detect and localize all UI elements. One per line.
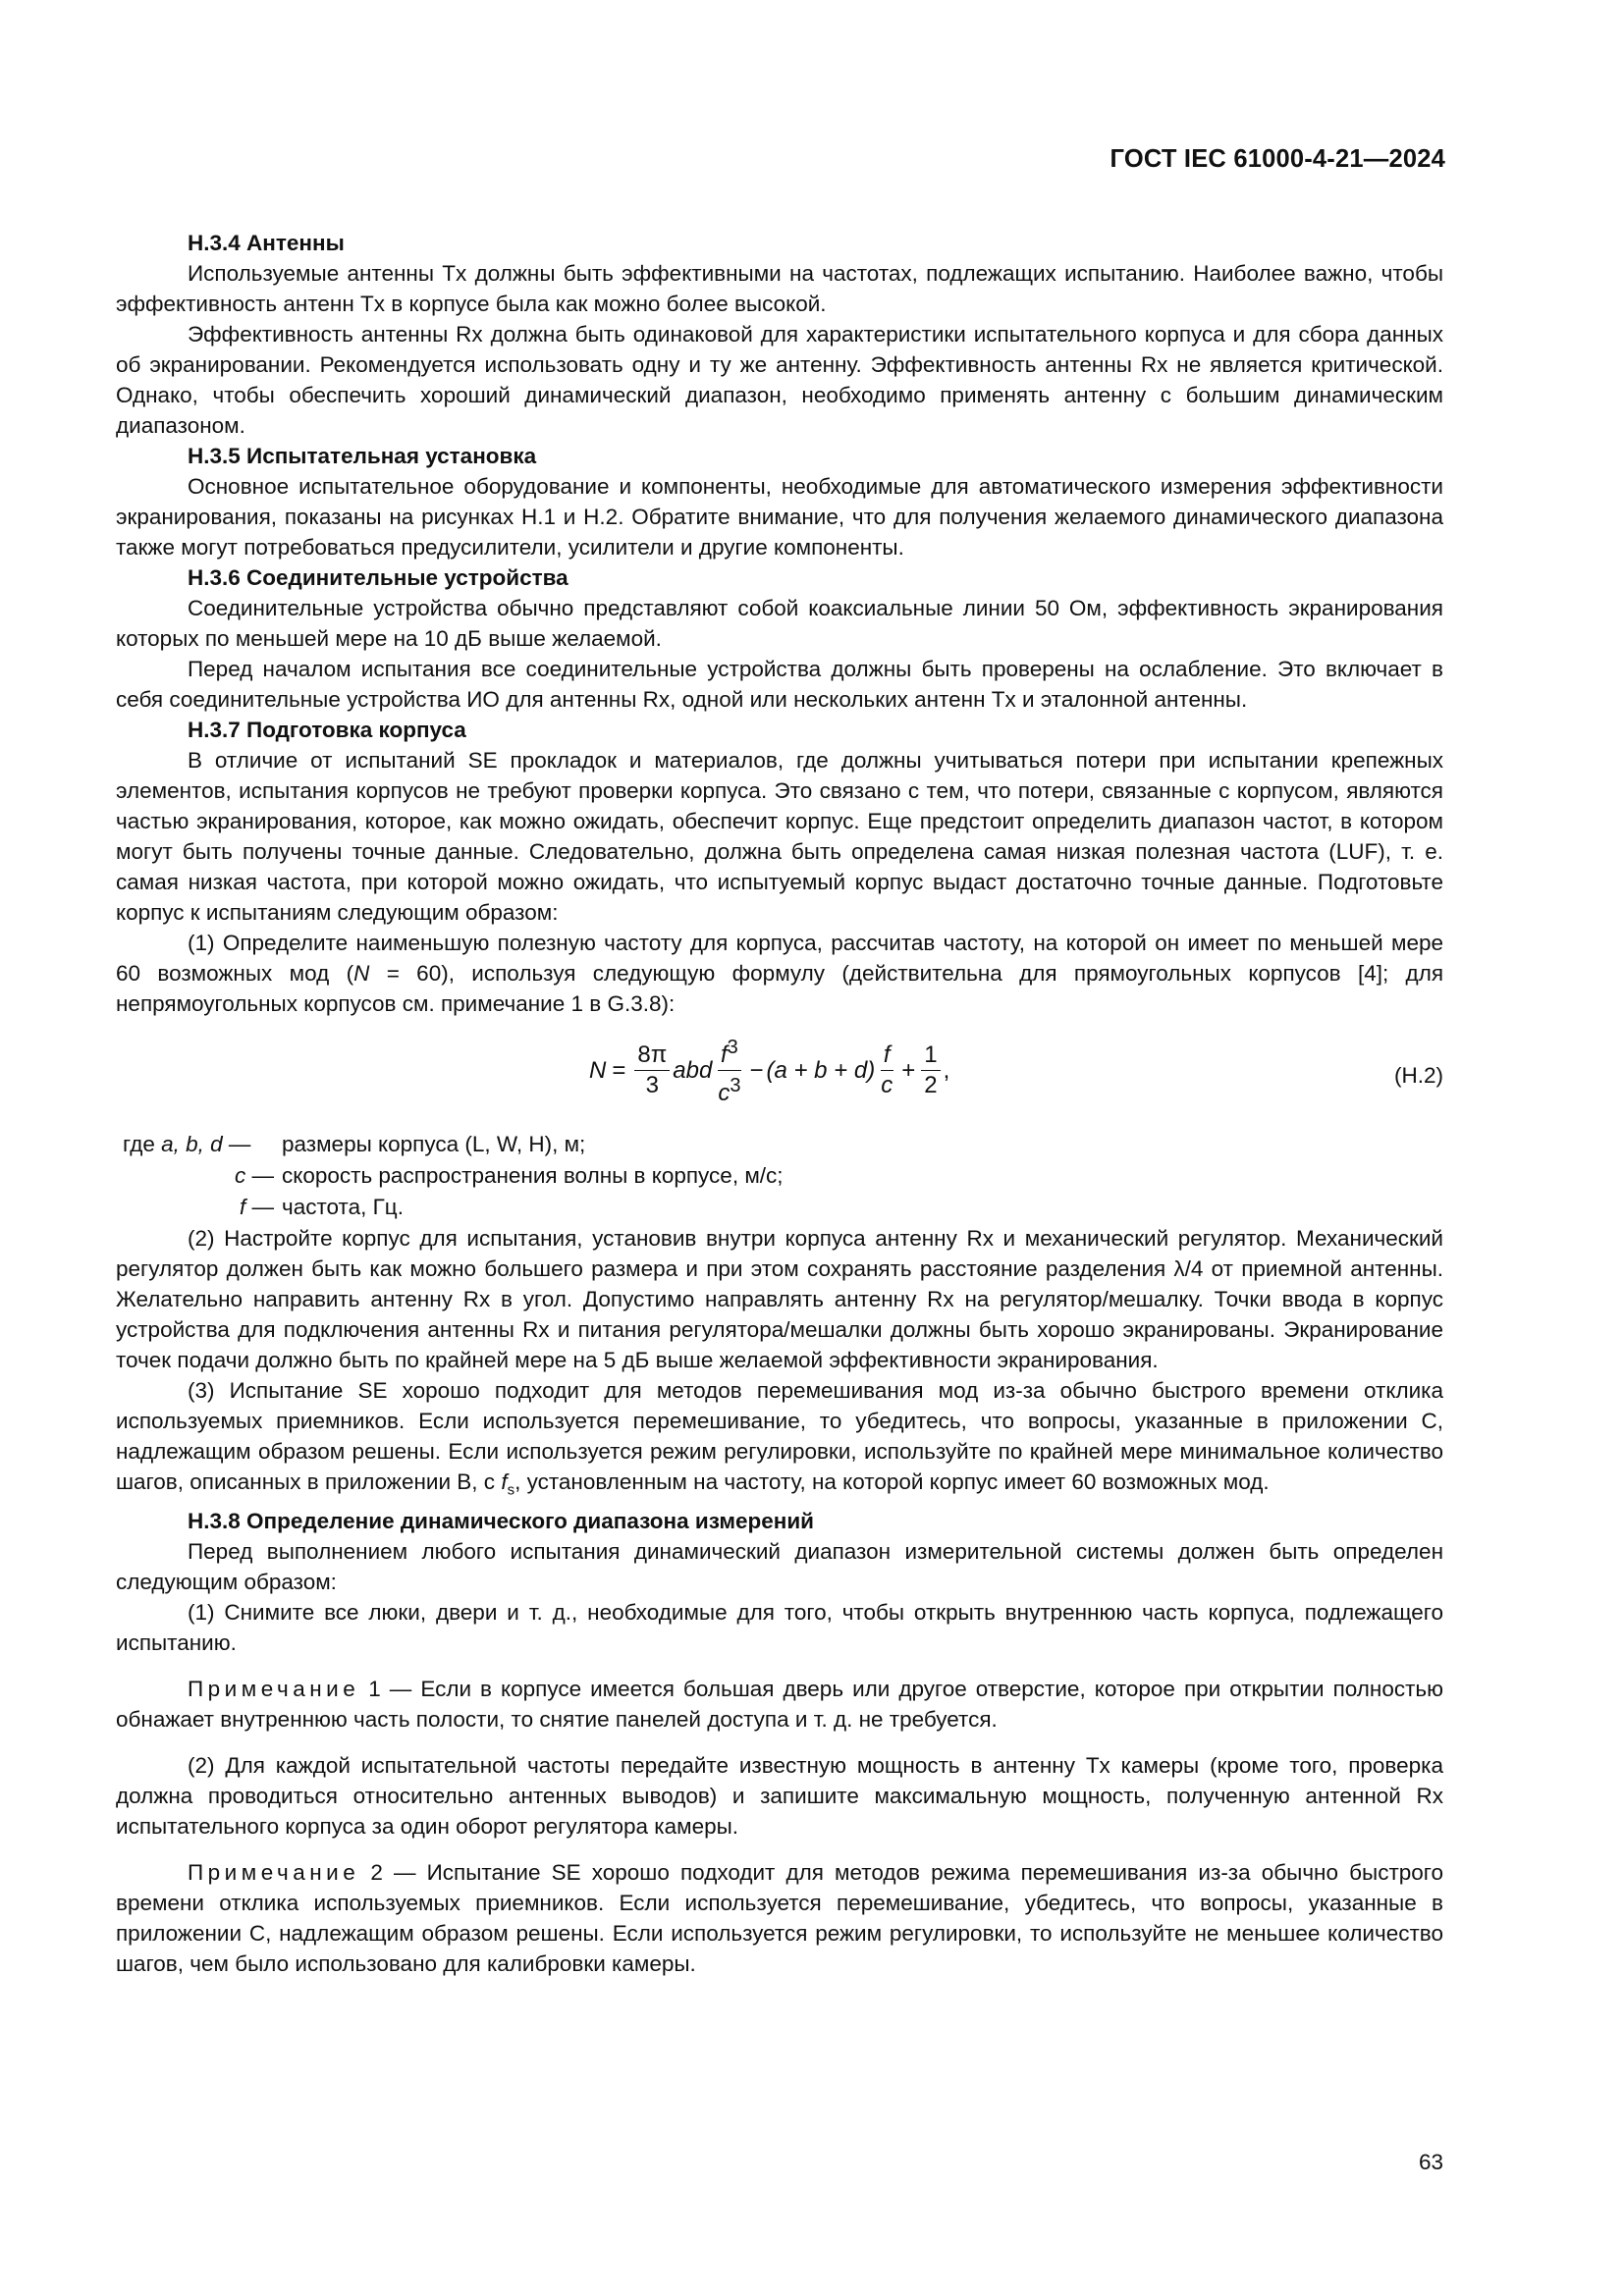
section-heading-h37: H.3.7 Подготовка корпуса	[188, 718, 466, 742]
frac-den: 2	[924, 1072, 938, 1098]
text-run: (3) Испытание SE хорошо подходит для методов перемешивания мод из-за обычно быстрого времени отклика используемых приемников. Если используется перемешивание, то убедитесь, что вопросы, указанные в приложении C, надлежащим образом решены. Если используется режим регулировки, используйте по крайней мере минимальное количество шагов, описанных в приложении B, с	[116, 1378, 1443, 1494]
paragraph: Используемые антенны Tx должны быть эффективными на частотах, подлежащих испытанию. Наиболее важно, чтобы эффективность антенн Tx в корпусе была как можно более высокой.	[116, 261, 1443, 316]
fraction-f-c	[878, 1041, 895, 1100]
frac-num: 1	[921, 1041, 940, 1071]
dash: —	[228, 1132, 251, 1156]
eq-equals: =	[612, 1057, 626, 1084]
section-heading-h36: H.3.6 Соединительные устройства	[188, 565, 568, 590]
frac-den	[715, 1071, 743, 1108]
eq-minus: −	[749, 1057, 764, 1084]
legend-symbol	[116, 1160, 282, 1192]
page-number: 63	[1418, 2150, 1443, 2174]
legend-desc: частота, Гц.	[282, 1195, 404, 1219]
note-2	[116, 1857, 1443, 1979]
frac-num: 8π	[634, 1041, 670, 1071]
eq-abd: abd	[673, 1057, 713, 1084]
legend-desc: размеры корпуса (L, W, H), м;	[282, 1132, 586, 1156]
legend-symbol	[116, 1192, 282, 1223]
paragraph: Перед выполнением любого испытания динамический диапазон измерительной системы должен быть определен следующим образом:	[116, 1538, 1443, 1594]
frac-num	[718, 1033, 741, 1071]
dash: —	[251, 1163, 274, 1188]
note-1	[116, 1674, 1443, 1735]
eq-lhs: N	[589, 1057, 607, 1084]
paragraph	[116, 1375, 1443, 1506]
legend-row	[116, 1160, 1443, 1192]
var-c: c	[718, 1080, 731, 1106]
page-content	[116, 228, 1443, 1979]
section-heading-h38: H.3.8 Определение динамического диапазона измерений	[188, 1508, 814, 1533]
text-run: , установленным на частоту, на которой корпус имеет 60 возможных мод.	[514, 1469, 1270, 1494]
symbol: c	[234, 1163, 246, 1188]
paragraph: Перед началом испытания все соединительные устройства должны быть проверены на ослабление. Это включает в себя соединительные устройства ИО для антенны Rx, одной или нескольких антенн Tx и эталонной антенны.	[116, 657, 1443, 712]
text-run: = 60), используя следующую формулу (действительна для прямоугольных корпусов [4]; для непрямоугольных корпусов см. примечание 1 в G.3.8):	[116, 961, 1443, 1016]
variable-n: N	[353, 961, 370, 986]
paragraph: Соединительные устройства обычно представляют собой коаксиальные линии 50 Ом, эффективность экранирования которых по меньшей мере на 10 дБ выше желаемой.	[116, 596, 1443, 651]
symbol: f	[239, 1195, 246, 1219]
note-text: 1 — Если в корпусе имеется большая дверь или другое отверстие, которое при открытии полностью обнажает внутреннюю часть полости, то снятие панелей доступа и т. д. не требуется.	[116, 1676, 1443, 1732]
exp: 3	[727, 1037, 738, 1058]
equation-block	[116, 1029, 1443, 1115]
document-header: ГОСТ IEC 61000-4-21—2024	[1110, 145, 1445, 173]
symbol-legend	[116, 1129, 1443, 1223]
fraction-f3-c3	[715, 1033, 743, 1108]
frac-den: c	[881, 1072, 893, 1098]
eq-plus: +	[901, 1057, 916, 1084]
note-label: Примечание	[188, 1676, 360, 1701]
frac-num: f	[881, 1041, 893, 1071]
paragraph: (2) Настройте корпус для испытания, установив внутри корпуса антенну Rx и механический регулятор. Механический регулятор должен быть как можно большего размера и при этом сохранять расстояние разделения λ/4 от приемной антенны. Желательно направить антенну Rx в угол. Допустимо направлять антенну Rx на регулятор/мешалку. Точки ввода в корпус устройства для подключения антенны Rx и питания регулятора/мешалки должны быть хорошо экранированы. Экранирование точек подачи должно быть по крайней мере на 5 дБ выше желаемой эффективности экранирования.	[116, 1226, 1443, 1372]
eq-comma: ,	[943, 1057, 950, 1084]
text-run: (1) Определите наименьшую полезную частоту для корпуса, рассчитав частоту, на которой он имеет по меньшей мере 60 возможных мод (	[116, 931, 1443, 986]
fraction-1-2	[921, 1041, 940, 1100]
paragraph: В отличие от испытаний SE прокладок и материалов, где должны учитываться потери при испытании крепежных элементов, испытания корпусов не требуют проверки корпуса. Это связано с тем, что потери, связанные с корпусом, являются частью экранирования, которое, как можно ожидать, обеспечит корпус. Еще предстоит определить диапазон частот, в котором могут быть получены точные данные. Следовательно, должна быть определена самая низкая полезная частота (LUF), т. е. самая низкая частота, при которой можно ожидать, что испытуемый корпус выдаст достаточно точные данные. Подготовьте корпус к испытаниям следующим образом:	[116, 748, 1443, 925]
paragraph: (1) Снимите все люки, двери и т. д., необходимые для того, чтобы открыть внутреннюю часть корпуса, подлежащего испытанию.	[116, 1599, 1443, 1655]
note-label: Примечание	[188, 1859, 360, 1885]
paragraph: Основное испытательное оборудование и компоненты, необходимые для автоматического измерения эффективности экранирования, показаны на рисунках H.1 и H.2. Обратите внимание, что для получения желаемого динамического диапазона также могут потребоваться предусилители, усилители и другие компоненты.	[116, 474, 1443, 560]
legend-symbol	[116, 1129, 282, 1160]
dash: —	[251, 1195, 274, 1219]
eq-paren: (a + b + d)	[766, 1057, 876, 1084]
equation-h2	[589, 1033, 949, 1108]
var-f: f	[720, 1041, 728, 1068]
paragraph-formula-intro	[116, 928, 1443, 1019]
paragraph: (2) Для каждой испытательной частоты передайте известную мощность в антенну Tx камеры (кроме того, проверка должна проводиться относительно антенных выводов) и запишите максимальную мощность, полученную антенной Rx испытательного корпуса за один оборот регулятора камеры.	[116, 1752, 1443, 1839]
note-text: 2 — Испытание SE хорошо подходит для методов режима перемешивания из-за обычно быстрого времени отклика используемых приемников. Если используется перемешивание, убедитесь, что вопросы, указанные в приложении C, надлежащим образом решены. Если используется режим регулировки, то используйте не меньшее количество шагов, чем было использовано для калибровки камеры.	[116, 1859, 1443, 1976]
section-heading-h34: H.3.4 Антенны	[188, 231, 345, 255]
fraction-8pi-3	[634, 1041, 670, 1100]
section-heading-h35: H.3.5 Испытательная установка	[188, 444, 537, 468]
symbol: a, b, d	[161, 1132, 223, 1156]
frac-den: 3	[645, 1072, 659, 1098]
paragraph: Эффективность антенны Rx должна быть одинаковой для характеристики испытательного корпуса и для сбора данных об экранировании. Рекомендуется использовать одну и ту же антенну. Эффективность антенны Rx не является критической. Однако, чтобы обеспечить хороший динамический диапазон, необходимо применять антенну с большим динамическим диапазоном.	[116, 322, 1443, 438]
legend-desc: скорость распространения волны в корпусе, м/с;	[282, 1163, 784, 1188]
variable-f: f	[501, 1469, 508, 1494]
subscript: s	[507, 1481, 515, 1499]
legend-row	[116, 1129, 1443, 1160]
where-word: где	[123, 1132, 155, 1156]
equation-number: (H.2)	[1394, 1063, 1443, 1088]
legend-row	[116, 1192, 1443, 1223]
exp: 3	[730, 1075, 741, 1096]
